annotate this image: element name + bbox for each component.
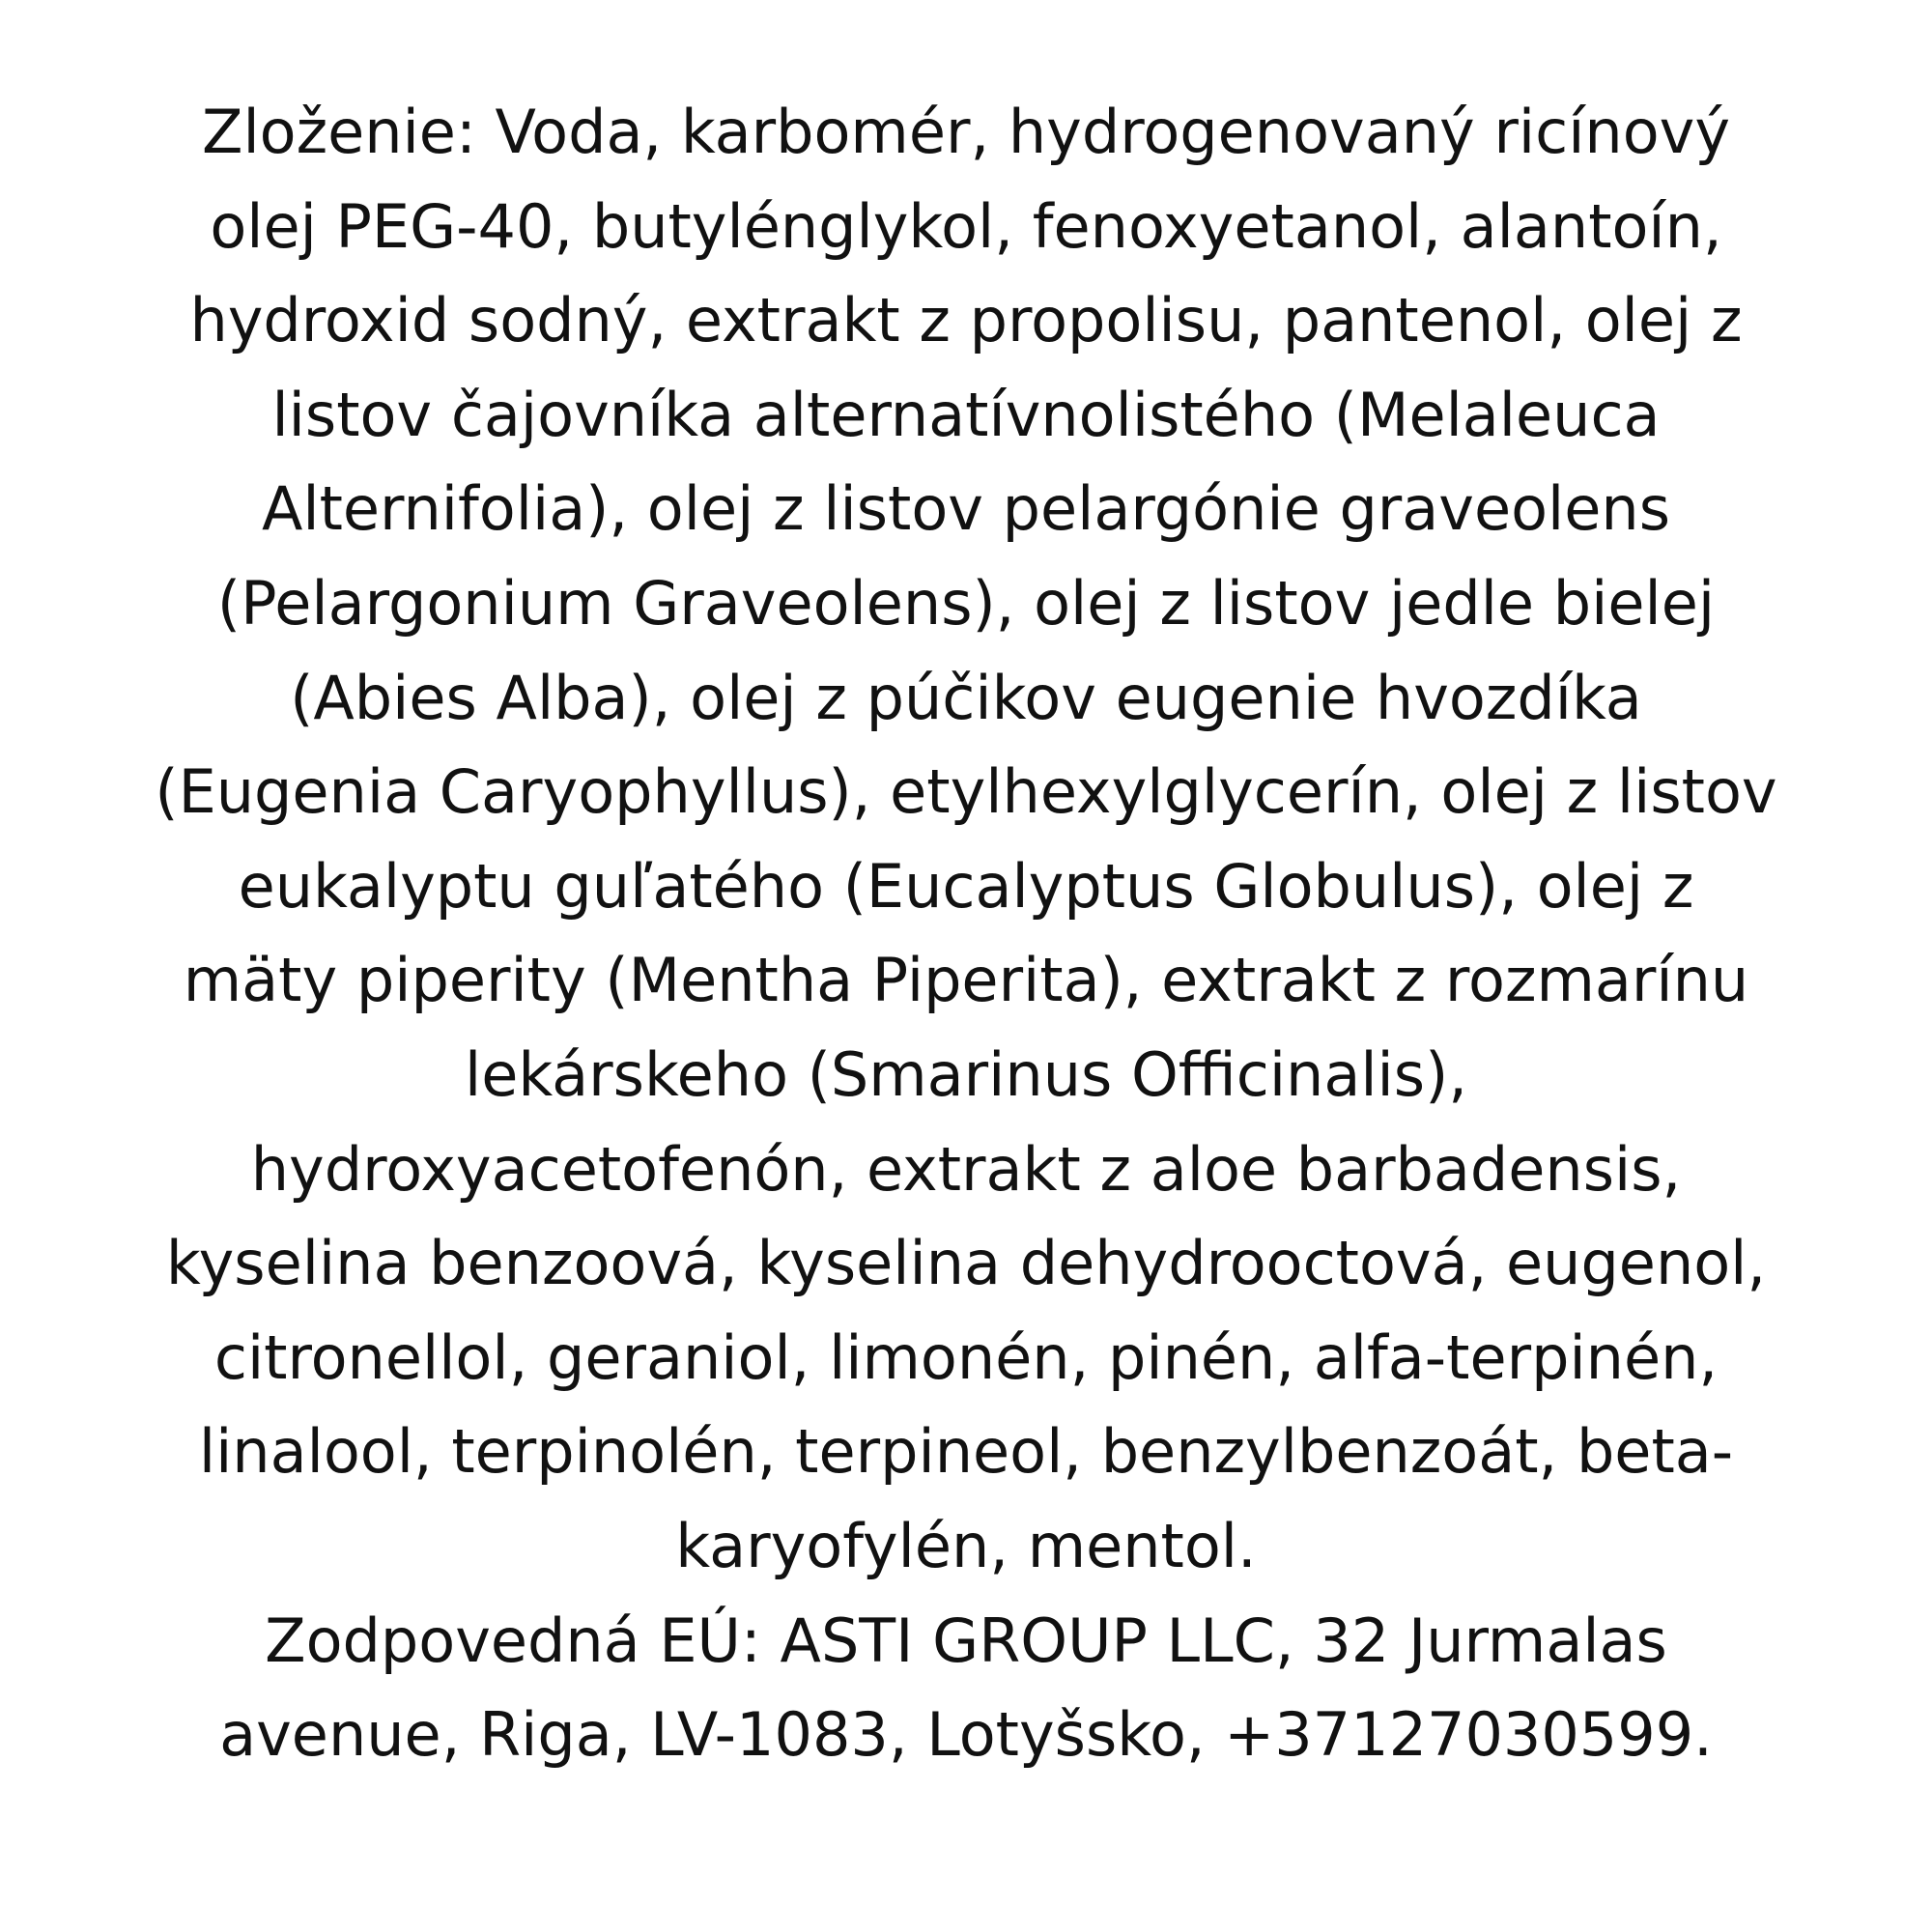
responsible-person-line: Zodpovedná EÚ: ASTI GROUP LLC, 32 Jurmalas — [265, 1605, 1667, 1676]
composition-line: eukalyptu guľatého (Eucalyptus Globulus), olej z — [238, 850, 1694, 922]
responsible-person-line: avenue, Riga, LV-1083, Lotyšsko, +37127030599. — [219, 1699, 1713, 1771]
composition-line: kyselina benzoová, kyselina dehydrooctová, eugenol, — [165, 1228, 1767, 1299]
composition-line: lekárskeho (Smarinus Officinalis), — [465, 1038, 1467, 1110]
composition-line: hydroxid sodný, extrakt z propolisu, pantenol, olej z — [189, 285, 1743, 356]
composition-line: karyofylén, mentol. — [675, 1510, 1257, 1581]
composition-line: (Eugenia Caryophyllus), etylhexylglycerín, olej z listov — [155, 756, 1777, 828]
composition-line: linalool, terpinolén, terpineol, benzylbenzoát, beta- — [198, 1416, 1734, 1488]
composition-line: hydroxyacetofenón, extrakt z aloe barbadensis, — [250, 1133, 1682, 1205]
composition-line: Zloženie: Voda, karbomér, hydrogenovaný ricínový — [201, 97, 1731, 167]
composition-line: mäty piperity (Mentha Piperita), extrakt z rozmarínu — [183, 945, 1749, 1016]
composition-line: (Abies Alba), olej z púčikov eugenie hvozdíka — [290, 662, 1642, 733]
composition-line: listov čajovníka alternatívnolistého (Melaleuca — [271, 379, 1661, 450]
composition-line: olej PEG-40, butylénglykol, fenoxyetanol, alantoín, — [210, 190, 1722, 262]
composition-line: Alternifolia), olej z listov pelargónie graveolens — [261, 473, 1671, 545]
composition-line: (Pelargonium Graveolens), olej z listov jedle bielej — [216, 567, 1716, 639]
ingredients-text-block — [97, 85, 1835, 1782]
composition-line: citronellol, geraniol, limonén, pinén, alfa-terpinén, — [213, 1321, 1719, 1393]
